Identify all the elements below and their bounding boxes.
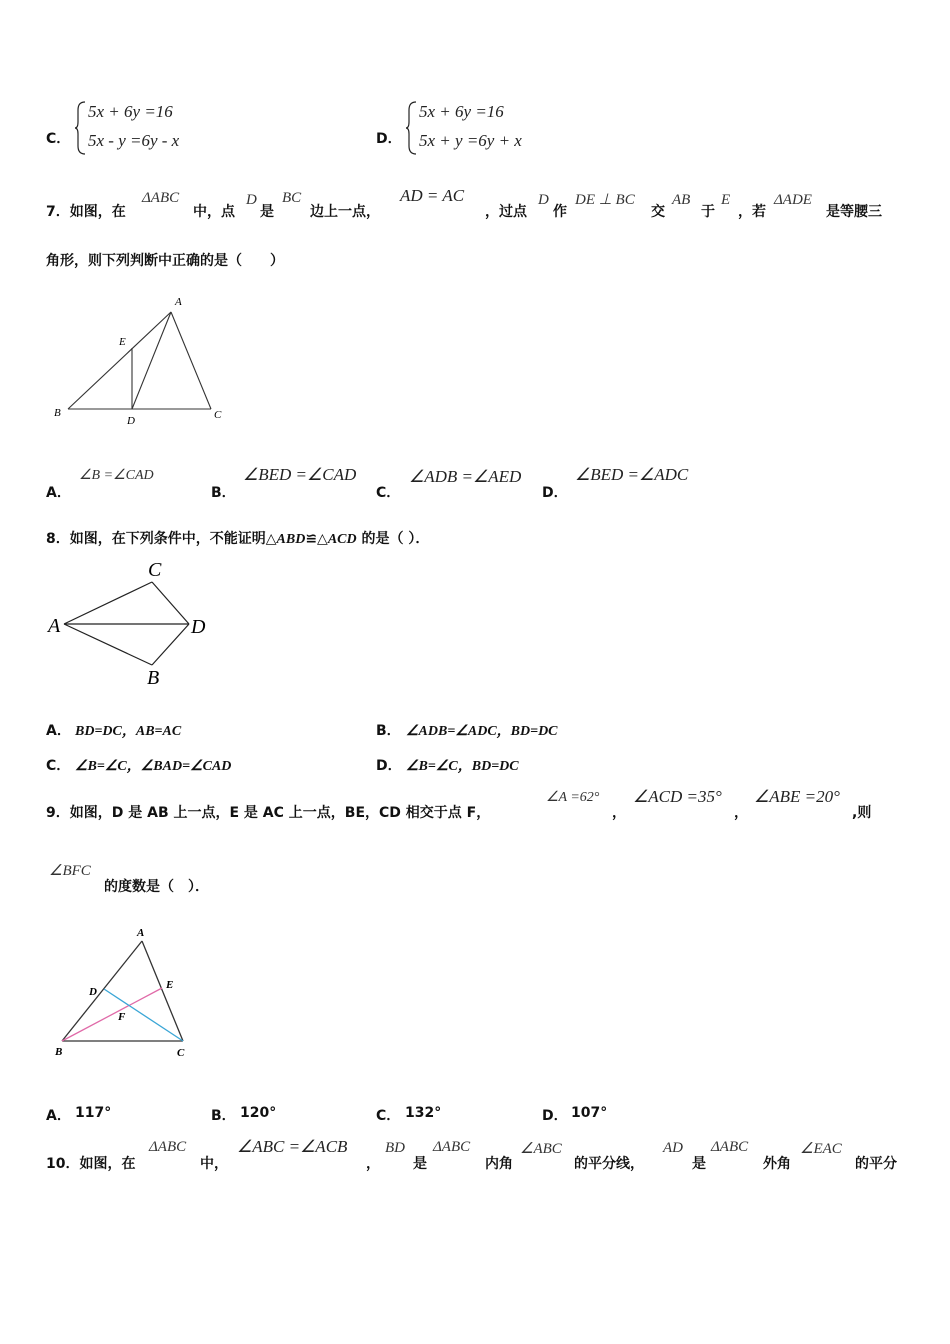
q9-angle-a: ∠A =62° (546, 790, 600, 805)
q8-option-a: BD=DC，AB=AC (75, 724, 182, 739)
q8-label-a: A (48, 615, 61, 637)
q9-label-a: A (137, 927, 145, 939)
q9-tail: ,则 (852, 805, 872, 821)
q7-option-a: ∠B =∠CAD (79, 468, 154, 483)
q6-c-eq2: 5x - y =6y - x (88, 131, 180, 150)
q10-math: BD (385, 1140, 405, 1156)
q8-stem (46, 528, 429, 548)
q9-option-b: 120° (240, 1105, 277, 1121)
q6-option-d-label: D． (376, 131, 402, 147)
q7-math: ΔABC (142, 190, 180, 206)
q10-text: 的平分线， (574, 1156, 644, 1172)
q7-text: ，若 (738, 204, 766, 220)
q8-stem-suffix: 的是（ ）． (356, 531, 430, 547)
q10-math: ΔABC (149, 1139, 187, 1155)
q7-text: 中，点 (193, 204, 235, 220)
q9-label-f: F (118, 1011, 126, 1023)
q6-d-eq1: 5x + 6y =16 (419, 102, 504, 121)
q9-option-a: 117° (75, 1105, 112, 1121)
q9-stem: 9．如图，D 是 AB 上一点，E 是 AC 上一点，BE，CD 相交于点 F， (46, 805, 491, 821)
q7-option-b-label: B． (211, 485, 236, 501)
q7-option-d: ∠BED =∠ADC (575, 465, 689, 484)
q7-label-a: A (175, 296, 182, 308)
q7-math: AB (672, 192, 691, 208)
q8-option-b: ∠ADB=∠ADC，BD=DC (406, 724, 558, 739)
q7-label-b: B (54, 407, 61, 419)
q10-text: ， (366, 1156, 380, 1172)
q9-label-e: E (166, 979, 174, 991)
q9-label-d: D (89, 986, 97, 998)
q8-option-a-label: A． (46, 723, 71, 739)
q9-segment-be (62, 988, 162, 1041)
q8-option-d: ∠B=∠C，BD=DC (406, 759, 519, 774)
q9-angle-acd: ∠ACD =35° (633, 787, 722, 806)
q7-figure (40, 290, 240, 430)
q7-line2: 角形，则下列判断中正确的是（ ） (46, 253, 284, 269)
q7-option-a-label: A． (46, 485, 71, 501)
q6-option-c-label: C． (46, 131, 71, 147)
q8-option-b-label: B． (376, 723, 401, 739)
q9-angle-bfc: ∠BFC (49, 863, 91, 879)
q10-math: ΔABC (711, 1139, 749, 1155)
q9-option-b-label: B． (211, 1108, 236, 1124)
q7-math: BC (282, 190, 302, 206)
q10-text: 的平分 (855, 1156, 897, 1172)
q9-label-c: C (177, 1047, 185, 1059)
q8-figure (44, 556, 224, 691)
q7-math: D (538, 192, 549, 208)
q7-text: ，过点 (485, 204, 527, 220)
q9-option-d: 107° (571, 1105, 608, 1121)
q6-c-eq1: 5x + 6y =16 (88, 102, 173, 121)
q7-option-c-label: C． (376, 485, 401, 501)
q9-line2: 的度数是（ ）． (104, 879, 209, 895)
q10-math: ΔABC (433, 1139, 471, 1155)
q9-segment-cd (104, 989, 183, 1041)
q9-option-c-label: C． (376, 1108, 401, 1124)
q8-option-d-label: D． (376, 758, 402, 774)
q7-text: 边上一点， (310, 204, 380, 220)
q10-math: ∠ABC (520, 1141, 562, 1157)
q7-text: 交 (651, 204, 665, 220)
q9-figure (44, 926, 204, 1066)
q8-triangle-acd: ACD (327, 532, 357, 547)
q7-label-d: D (127, 415, 135, 427)
q7-option-d-label: D． (542, 485, 568, 501)
q9-option-d-label: D． (542, 1108, 568, 1124)
q8-option-c-label: C． (46, 758, 71, 774)
q10-number: 10．如图，在 (46, 1156, 136, 1172)
q7-math: E (721, 192, 731, 208)
q7-math: AD = AC (400, 186, 465, 205)
q10-text: 中， (200, 1156, 228, 1172)
q10-text: 外角 (763, 1156, 791, 1172)
q7-option-b: ∠BED =∠CAD (243, 465, 357, 484)
q9-label-b: B (55, 1046, 63, 1058)
q8-triangle-abd: ABD (276, 532, 306, 547)
q9-sep1: ， (612, 805, 626, 821)
q8-label-d: D (191, 616, 206, 638)
q8-label-b: B (147, 667, 160, 689)
brace-icon (405, 100, 419, 156)
q10-math: ∠ABC =∠ACB (237, 1137, 348, 1156)
q10-text: 是 (692, 1156, 706, 1172)
q7-option-c: ∠ADB =∠AED (409, 467, 522, 486)
q6-d-eq2: 5x + y =6y + x (419, 131, 522, 150)
q7-text: 于 (701, 204, 715, 220)
q9-option-c: 132° (405, 1105, 442, 1121)
q10-math: AD (663, 1140, 683, 1156)
q10-text: 是 (413, 1156, 427, 1172)
q9-option-a-label: A． (46, 1108, 71, 1124)
q9-angle-abe: ∠ABE =20° (754, 787, 840, 806)
q8-option-c: ∠B=∠C，∠BAD=∠CAD (75, 759, 232, 774)
q8-stem-prefix: 8．如图，在下列条件中，不能证明△ (46, 531, 277, 547)
q7-label-c: C (214, 409, 222, 421)
q10-math: ∠EAC (800, 1141, 842, 1157)
q8-congruent-sign: ≌△ (305, 531, 328, 547)
q7-math: DE ⊥ BC (575, 192, 635, 208)
q7-label-e: E (119, 336, 126, 348)
q7-text: 是等腰三 (826, 204, 882, 220)
q8-label-c: C (148, 559, 162, 581)
q7-math: D (246, 192, 257, 208)
q9-sep2: ， (734, 805, 748, 821)
q7-text: 作 (553, 204, 567, 220)
q7-math: ΔADE (774, 192, 812, 208)
brace-icon (74, 100, 88, 156)
q7-number: 7．如图，在 (46, 204, 126, 220)
q10-text: 内角 (485, 1156, 513, 1172)
q7-text: 是 (260, 204, 274, 220)
